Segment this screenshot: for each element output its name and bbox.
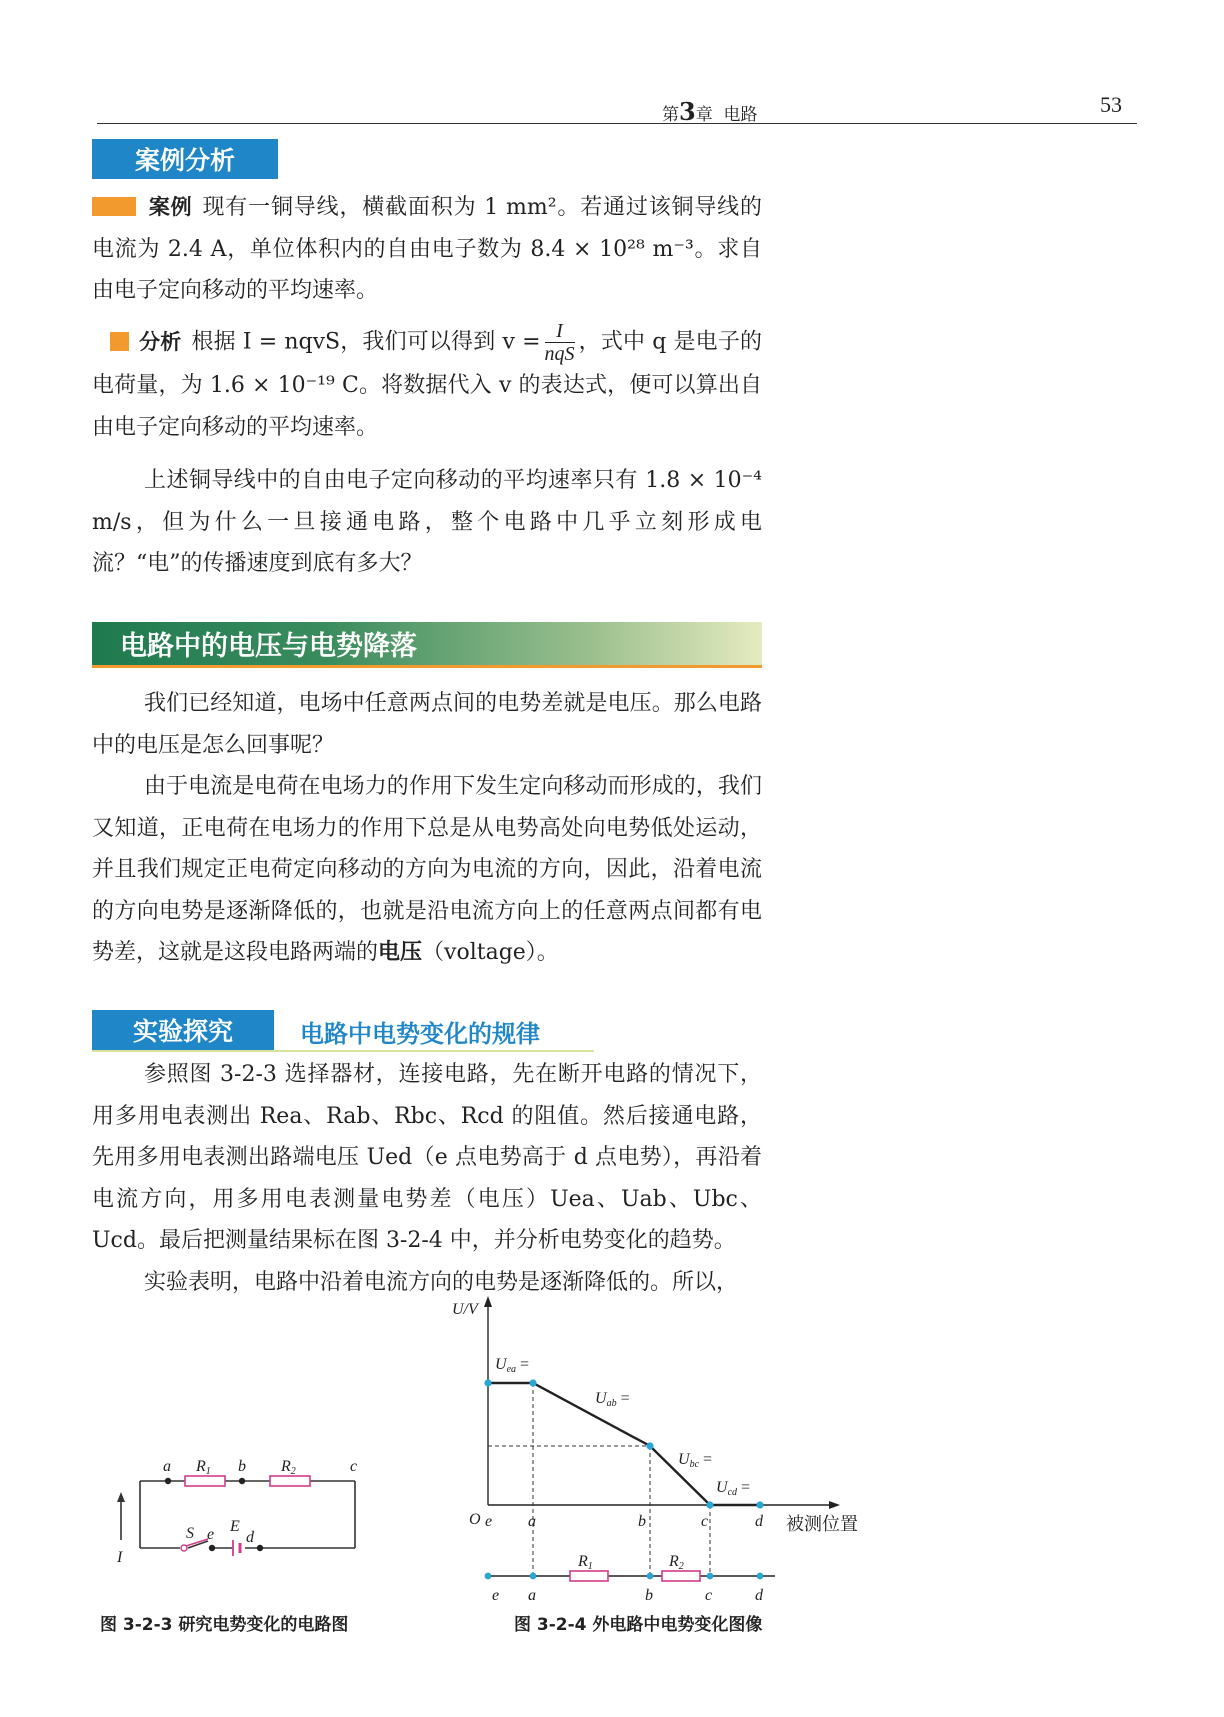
label-switch: S <box>186 1525 194 1542</box>
tick-e: e <box>485 1513 493 1530</box>
circuit-diagram <box>100 1440 390 1580</box>
voltage-para-2-text: 由于电流是电荷在电场力的作用下发生定向移动而形成的，我们又知道，正电荷在电场力的作用下总是从电势高处向电势低处运动，并且我们规定正电荷定向移动的方向为电流的方向，因此，沿着电流的方向电势是逐渐降低的，也就是沿电流方向上的任意两点间都有电势差，这就是这段电路两端的 <box>92 774 762 965</box>
fraction-numerator: I <box>545 320 575 343</box>
bar-tick-d: d <box>755 1587 763 1604</box>
resistor-r1 <box>185 1476 225 1486</box>
label-b: b <box>238 1458 246 1475</box>
potential-graph <box>440 1290 880 1610</box>
bar-point-e <box>485 1573 492 1580</box>
label-r1: R1 <box>196 1458 211 1477</box>
node-b <box>239 1478 245 1484</box>
voltage-term: 电压 <box>378 940 423 965</box>
bar-tick-a: a <box>528 1587 536 1604</box>
annotation-ubc: Ubc = <box>678 1451 713 1470</box>
chapter-title: 电路 <box>723 105 758 125</box>
tick-b: b <box>638 1513 646 1530</box>
curve-point-c <box>706 1501 713 1508</box>
caption-circuit: 图 3-2-3 研究电势变化的电路图 <box>100 1615 349 1635</box>
section-banner: 电路中的电压与电势降落 <box>92 622 762 668</box>
curve-point-d <box>756 1501 763 1508</box>
bar-point-b <box>647 1573 654 1580</box>
analysis-post: ，式中 q 是电子的电荷量，为 1.6 × 10⁻¹⁹ C。将数据代入 v 的表达式，便可以算出自由电子定向移动的平均速率。 <box>92 329 762 440</box>
label-emf: E <box>230 1518 240 1535</box>
tick-a: a <box>528 1513 536 1530</box>
tick-d: d <box>755 1513 763 1530</box>
orange-marker <box>110 332 129 351</box>
experiment-para-2: 实验表明，电路中沿着电流方向的电势是逐渐降低的。所以， <box>144 1269 739 1295</box>
origin-label: O <box>469 1511 481 1528</box>
annotation-uab: Uab = <box>595 1390 630 1409</box>
tick-c: c <box>701 1513 709 1530</box>
y-axis-arrow-icon <box>484 1296 492 1307</box>
label-r2: R2 <box>281 1458 296 1477</box>
page-number: 53 <box>1100 92 1122 117</box>
label-e: e <box>207 1526 215 1543</box>
node-a <box>165 1478 171 1484</box>
voltage-text <box>92 683 762 974</box>
case-analysis-tag: 案例分析 <box>92 139 278 179</box>
case-label: 案例 <box>148 195 193 219</box>
analysis-pre: 根据 I = nqvS，我们可以得到 v = <box>191 329 541 355</box>
experiment-title: 电路中电势变化的规律 <box>300 1020 540 1048</box>
header-rule <box>97 123 1137 124</box>
bar-resistor-r1 <box>570 1571 608 1581</box>
chapter-suffix: 章 <box>695 105 713 125</box>
bar-label-r1: R1 <box>578 1553 593 1572</box>
label-a: a <box>163 1458 171 1475</box>
bar-label-r2: R2 <box>669 1553 684 1572</box>
fraction-denominator: nqS <box>544 343 575 365</box>
experiment-rule <box>92 1050 594 1052</box>
voltage-para-2 <box>92 766 762 974</box>
case-text: 现有一铜导线，横截面积为 1 mm²。若通过该铜导线的电流为 2.4 A，单位体积内的自由电子数为 8.4 × 10²⁸ m⁻³。求自由电子定向移动的平均速率。 <box>92 195 763 303</box>
chapter-heading <box>662 97 758 126</box>
label-c: c <box>350 1458 358 1475</box>
bar-tick-c: c <box>705 1587 713 1604</box>
resistor-r2 <box>270 1476 310 1486</box>
node-d <box>257 1545 263 1551</box>
analysis-label: 分析 <box>139 329 182 354</box>
bar-tick-b: b <box>645 1587 653 1604</box>
bar-resistor-r2 <box>662 1571 700 1581</box>
curve-point-e <box>484 1379 491 1386</box>
x-axis-arrow-icon <box>829 1501 840 1509</box>
node-e <box>209 1545 215 1551</box>
label-current: I <box>117 1549 123 1566</box>
annotation-uea: Uea = <box>495 1356 530 1375</box>
voltage-para-1: 我们已经知道，电场中任意两点间的电势差就是电压。那么电路中的电压是怎么回事呢？ <box>92 691 762 758</box>
label-d: d <box>246 1529 254 1546</box>
bar-point-d <box>757 1573 764 1580</box>
experiment-tag: 实验探究 <box>92 1010 274 1050</box>
bar-point-c <box>707 1573 714 1580</box>
bar-tick-e: e <box>492 1587 500 1604</box>
experiment-para-1: 参照图 3-2-3 选择器材，连接电路，先在断开电路的情况下，用多用电表测出 Rea、Rab、Rbc、Rcd 的阻值。然后接通电路，先用多用电表测出路端电压 Ued（e 点电势高于 d 点电势），再沿着电流方向，用多用电表测量电势差（电压）Uea、Uab、Ubc、Ucd。最后把测量结果标在图 3-2-4 中，并分析电势变化的趋势。 <box>92 1062 762 1253</box>
analysis-block <box>92 320 762 448</box>
voltage-term-english: （voltage）。 <box>422 940 559 965</box>
caption-graph: 图 3-2-4 外电路中电势变化图像 <box>514 1615 763 1635</box>
question-text: 上述铜导线中的自由电子定向移动的平均速率只有 1.8 × 10⁻⁴ m/s，但为什么一旦接通电路，整个电路中几乎立刻形成电流？“电”的传播速度到底有多大？ <box>92 468 762 576</box>
curve-point-b <box>646 1442 653 1449</box>
current-arrow-icon <box>117 1492 125 1502</box>
chapter-prefix: 第 <box>662 105 679 125</box>
velocity-fraction <box>545 320 575 365</box>
question-block <box>92 460 762 585</box>
y-axis-label: U/V <box>452 1301 478 1318</box>
chapter-number: 3 <box>679 97 696 126</box>
orange-marker <box>92 197 136 216</box>
bar-point-a <box>530 1573 537 1580</box>
x-axis-label: 被测位置 <box>786 1514 858 1535</box>
experiment-text <box>92 1054 762 1303</box>
case-block <box>92 187 762 312</box>
curve-point-a <box>529 1379 536 1386</box>
annotation-ucd: Ucd = <box>716 1479 751 1498</box>
